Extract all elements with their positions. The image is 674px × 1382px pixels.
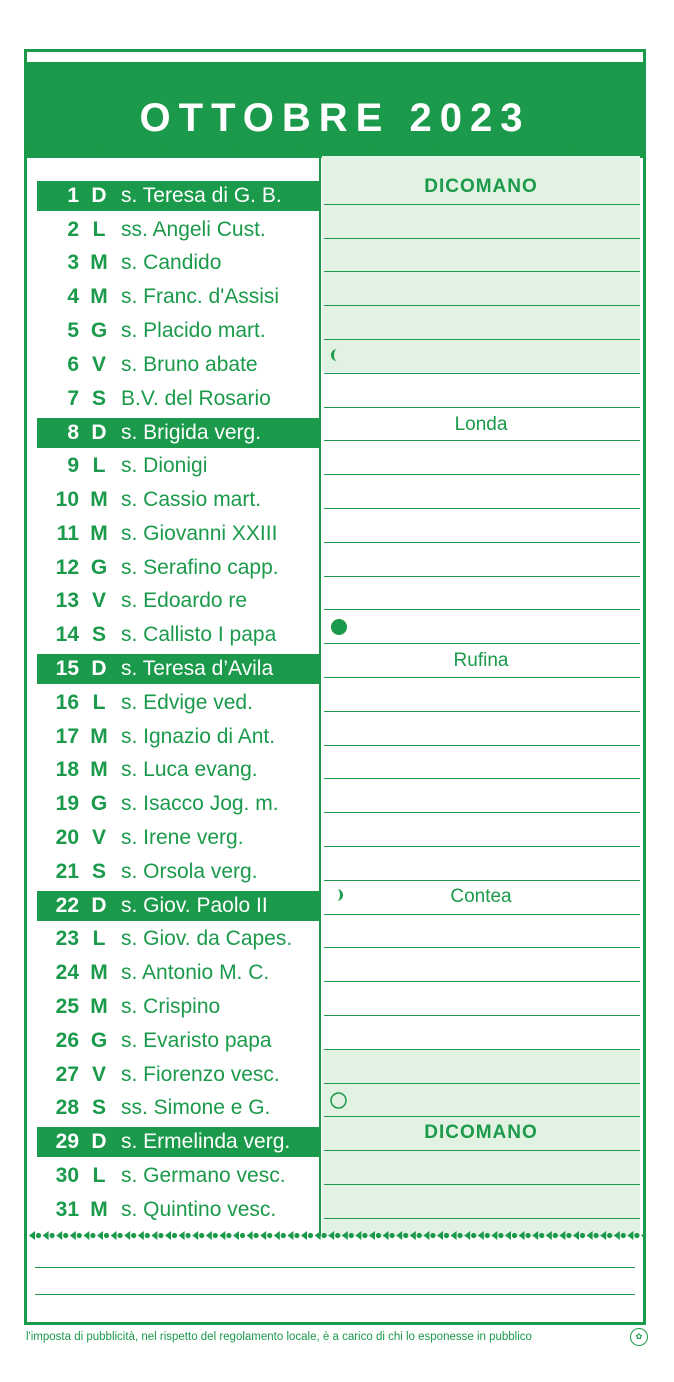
note-line <box>324 305 640 306</box>
weekday-letter: D <box>91 657 107 681</box>
day-row <box>37 449 319 483</box>
note-line <box>324 204 640 205</box>
day-number: 31 <box>55 1197 79 1221</box>
day-number: 10 <box>55 488 79 512</box>
day-number: 22 <box>55 893 79 917</box>
note-line <box>324 1116 640 1117</box>
day-row <box>37 1159 319 1193</box>
note-dicomano-bottom: DICOMANO <box>424 1122 538 1143</box>
day-row-sunday <box>37 181 319 211</box>
calendar-frame <box>24 49 646 1325</box>
weekday-letter: D <box>91 1130 107 1154</box>
note-line <box>324 1049 640 1050</box>
note-line <box>324 745 640 746</box>
saint-name: s. Ignazio di Ant. <box>121 724 276 748</box>
saint-name: s. Isacco Jog. m. <box>121 792 279 816</box>
weekday-letter: M <box>90 251 108 275</box>
day-row <box>37 754 319 788</box>
day-row <box>37 1024 319 1058</box>
day-number: 25 <box>55 995 79 1019</box>
saint-name: s. Orsola verg. <box>121 859 258 883</box>
saint-name: s. Callisto I papa <box>121 623 277 647</box>
day-number: 11 <box>56 521 79 545</box>
day-number: 13 <box>55 589 79 613</box>
day-row <box>37 1058 319 1092</box>
saint-name: s. Teresa di G. B. <box>121 184 282 207</box>
note-line <box>324 812 640 813</box>
note-line <box>324 440 640 441</box>
saint-name: s. Cassio mart. <box>121 488 262 512</box>
saint-name: s. Irene verg. <box>121 826 244 850</box>
weekday-letter: D <box>91 893 107 917</box>
note-contea: Contea <box>450 886 512 907</box>
day-row <box>37 720 319 754</box>
note-line <box>324 1083 640 1084</box>
saint-name: s. Giov. da Capes. <box>121 927 293 951</box>
note-line <box>324 778 640 779</box>
day-number: 27 <box>55 1062 79 1086</box>
day-number: 1 <box>67 184 79 207</box>
day-number: 26 <box>55 1028 79 1052</box>
day-number: 23 <box>55 927 79 951</box>
last-quarter-icon <box>330 348 344 362</box>
day-number: 21 <box>55 859 79 883</box>
weekday-letter: M <box>90 758 108 782</box>
saint-name: s. Placido mart. <box>121 319 266 343</box>
saint-name: ss. Angeli Cust. <box>121 217 266 241</box>
note-line <box>324 271 640 272</box>
note-line <box>324 609 640 610</box>
weekday-letter: G <box>90 1028 108 1052</box>
weekday-letter: D <box>91 420 107 444</box>
weekday-letter: G <box>90 319 108 343</box>
day-row <box>37 1092 319 1126</box>
day-number: 28 <box>55 1096 79 1120</box>
day-row <box>37 686 319 720</box>
note-line <box>324 474 640 475</box>
day-number: 7 <box>67 386 79 410</box>
saint-name: s. Edoardo re <box>121 589 248 613</box>
day-number: 4 <box>67 285 79 309</box>
full-moon-icon <box>330 1092 347 1109</box>
day-row <box>37 923 319 957</box>
note-line <box>324 373 640 374</box>
saint-name: s. Serafino capp. <box>121 555 279 579</box>
day-number: 5 <box>67 319 79 343</box>
weekday-letter: V <box>91 589 106 613</box>
note-line <box>324 643 640 644</box>
saint-name: s. Evaristo papa <box>121 1028 272 1052</box>
day-row <box>37 213 319 247</box>
note-londa: Londa <box>454 414 508 435</box>
day-row <box>37 855 319 889</box>
day-number: 2 <box>67 217 79 241</box>
day-number: 29 <box>55 1130 79 1154</box>
saint-name: s. Teresa d’Avila <box>121 657 274 681</box>
day-row <box>37 1193 319 1227</box>
day-number: 17 <box>55 724 79 748</box>
day-number: 6 <box>67 352 79 376</box>
saint-name: s. Bruno abate <box>121 352 258 376</box>
weekday-letter: L <box>92 927 106 951</box>
saint-name: s. Luca evang. <box>121 758 258 782</box>
new-moon-icon <box>330 618 348 636</box>
day-row-sunday <box>37 891 319 921</box>
day-row <box>37 314 319 348</box>
note-line <box>324 947 640 948</box>
note-line <box>324 711 640 712</box>
day-row <box>37 990 319 1024</box>
notes-column <box>322 156 640 1236</box>
note-line <box>324 1218 640 1219</box>
weekday-letter: M <box>90 488 108 512</box>
weekday-letter: S <box>91 859 106 883</box>
weekday-letter: M <box>90 521 108 545</box>
weekday-letter: D <box>91 184 107 207</box>
weekday-letter: M <box>90 724 108 748</box>
day-row-sunday <box>37 1127 319 1157</box>
note-line <box>35 1267 635 1268</box>
day-number: 30 <box>55 1164 79 1187</box>
day-row <box>37 618 319 652</box>
note-line <box>324 576 640 577</box>
day-row <box>37 280 319 314</box>
header-ornament <box>27 139 643 152</box>
day-number: 8 <box>67 420 79 444</box>
saint-name: s. Franc. d'Assisi <box>121 285 280 309</box>
day-number: 9 <box>67 454 79 478</box>
note-line <box>324 1015 640 1016</box>
note-line <box>324 542 640 543</box>
weekday-letter: L <box>92 217 106 241</box>
note-line <box>324 880 640 881</box>
saint-name: s. Brigida verg. <box>121 420 262 444</box>
weekday-letter: M <box>90 995 108 1019</box>
note-line <box>324 508 640 509</box>
day-number: 12 <box>55 555 79 579</box>
weekday-letter: G <box>90 792 108 816</box>
column-divider <box>319 156 321 1236</box>
weekday-letter: L <box>92 454 106 478</box>
saint-name: B.V. del Rosario <box>121 386 271 410</box>
day-number: 24 <box>55 961 79 985</box>
day-row <box>37 517 319 551</box>
day-row <box>37 551 319 585</box>
note-line <box>35 1294 635 1295</box>
saint-name: ss. Simone e G. <box>121 1096 271 1120</box>
note-line <box>324 846 640 847</box>
day-row <box>37 787 319 821</box>
note-rufina: Rufina <box>453 650 509 671</box>
bottom-ornament <box>27 1229 643 1242</box>
note-line <box>324 339 640 340</box>
note-line <box>324 238 640 239</box>
printer-logo-icon: ✿ <box>630 1328 648 1346</box>
day-number: 15 <box>55 657 79 681</box>
note-line <box>324 407 640 408</box>
weekday-letter: L <box>92 1164 106 1187</box>
saint-name: s. Edvige ved. <box>121 690 253 714</box>
day-row <box>37 821 319 855</box>
weekday-letter: V <box>91 352 106 376</box>
saint-name: s. Quintino vesc. <box>121 1197 277 1221</box>
day-row <box>37 956 319 990</box>
weekday-letter: G <box>90 555 108 579</box>
day-number: 14 <box>55 623 79 647</box>
weekday-letter: V <box>91 826 106 850</box>
saint-name: s. Ermelinda verg. <box>121 1130 291 1154</box>
saint-name: s. Germano vesc. <box>121 1164 286 1187</box>
weekday-letter: S <box>91 1096 106 1120</box>
day-number: 19 <box>55 792 79 816</box>
day-number: 18 <box>55 758 79 782</box>
weekday-letter: S <box>91 623 106 647</box>
note-line <box>324 1184 640 1185</box>
day-row <box>37 247 319 281</box>
days-list <box>37 179 319 1227</box>
saint-name: s. Antonio M. C. <box>121 961 270 985</box>
day-number: 3 <box>67 251 79 275</box>
weekday-letter: V <box>91 1062 106 1086</box>
day-row <box>37 585 319 619</box>
note-line <box>324 1150 640 1151</box>
weekday-letter: M <box>90 285 108 309</box>
footer-notice: l'imposta di pubblicità, nel rispetto del regolamento locale, è a carico di chi lo esponesse in pubblico <box>26 1331 532 1343</box>
note-line <box>324 677 640 678</box>
day-row-sunday <box>37 654 319 684</box>
saint-name: s. Giov. Paolo II <box>121 893 268 917</box>
day-row <box>37 483 319 517</box>
day-number: 16 <box>55 690 79 714</box>
note-dicomano-top: DICOMANO <box>424 176 538 197</box>
day-number: 20 <box>55 826 79 850</box>
weekday-letter: L <box>92 690 106 714</box>
note-line <box>324 914 640 915</box>
saint-name: s. Crispino <box>121 995 221 1019</box>
weekday-letter: S <box>91 386 106 410</box>
saint-name: s. Fiorenzo vesc. <box>121 1062 280 1086</box>
day-row-sunday <box>37 418 319 448</box>
first-quarter-icon <box>330 888 344 902</box>
weekday-letter: M <box>90 961 108 985</box>
month-title: OTTOBRE 2023 <box>139 96 531 140</box>
day-row <box>37 382 319 416</box>
saint-name: s. Candido <box>121 251 222 275</box>
note-line <box>324 981 640 982</box>
saint-name: s. Giovanni XXIII <box>121 521 278 545</box>
weekday-letter: M <box>90 1197 108 1221</box>
saint-name: s. Dionigi <box>121 454 208 478</box>
day-row <box>37 348 319 382</box>
